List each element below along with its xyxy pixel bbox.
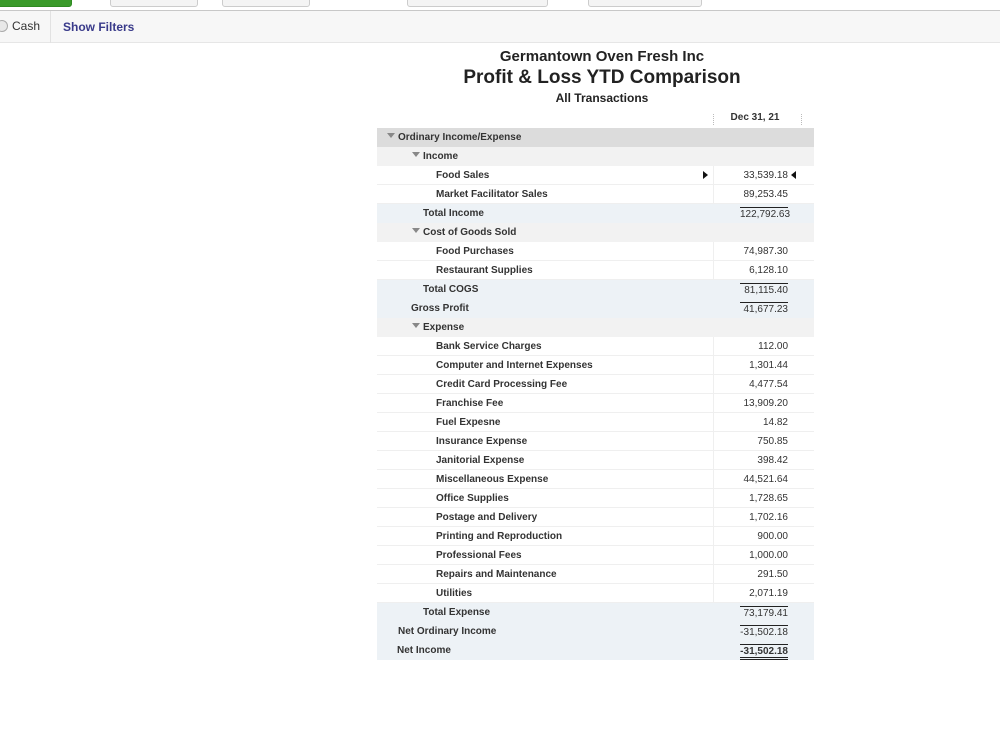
- column-separator: [713, 470, 714, 489]
- column-separator: [713, 489, 714, 508]
- row-amount[interactable]: 112.00: [758, 341, 788, 352]
- row-label: Postage and Delivery: [436, 512, 538, 523]
- report-row[interactable]: [377, 565, 814, 584]
- report-row[interactable]: [377, 413, 814, 432]
- group-row[interactable]: [377, 147, 814, 166]
- row-amount[interactable]: 750.85: [757, 436, 788, 447]
- date-to-field[interactable]: [588, 0, 702, 7]
- row-amount[interactable]: 291.50: [757, 569, 788, 580]
- column-resize-handle[interactable]: [801, 114, 802, 125]
- collapse-triangle-icon[interactable]: [412, 228, 420, 233]
- show-filters-link[interactable]: Show Filters: [63, 20, 135, 34]
- row-amount[interactable]: 44,521.64: [743, 474, 788, 485]
- row-amount[interactable]: 14.82: [762, 417, 788, 428]
- column-separator: [713, 375, 714, 394]
- cash-radio[interactable]: [0, 20, 8, 32]
- column-separator: [713, 394, 714, 413]
- column-separator: [713, 565, 714, 584]
- row-label: Total Expense: [423, 607, 491, 618]
- row-label: Fuel Expesne: [436, 417, 501, 428]
- report-row[interactable]: [377, 394, 814, 413]
- column-separator: [713, 356, 714, 375]
- column-separator: [713, 432, 714, 451]
- row-label: Net Ordinary Income: [398, 626, 497, 637]
- selection-marker-right-icon: [703, 171, 708, 179]
- row-amount[interactable]: -31,502.18: [740, 627, 788, 638]
- report-row[interactable]: [377, 432, 814, 451]
- column-separator: [713, 261, 714, 280]
- row-label: Ordinary Income/Expense: [398, 132, 522, 143]
- total-row[interactable]: [377, 641, 814, 660]
- report-row[interactable]: [377, 527, 814, 546]
- section-row[interactable]: [377, 128, 814, 147]
- row-label: Printing and Reproduction: [436, 531, 563, 542]
- row-amount[interactable]: 33,539.18: [743, 170, 788, 181]
- row-label: Miscellaneous Expense: [436, 474, 549, 485]
- row-amount[interactable]: 89,253.45: [743, 189, 788, 200]
- row-amount[interactable]: 81,115.40: [740, 283, 788, 296]
- report-basis: All Transactions: [555, 91, 649, 105]
- column-separator: [713, 584, 714, 603]
- column-separator: [713, 185, 714, 204]
- total-row[interactable]: [377, 622, 814, 641]
- row-label: Janitorial Expense: [436, 455, 525, 466]
- group-row[interactable]: [377, 223, 814, 242]
- row-label: Total COGS: [423, 284, 479, 295]
- column-separator: [713, 508, 714, 527]
- group-row[interactable]: [377, 318, 814, 337]
- column-header-date[interactable]: Dec 31, 21: [730, 112, 780, 123]
- report-row[interactable]: [377, 337, 814, 356]
- row-amount[interactable]: -31,502.18: [740, 644, 788, 660]
- row-label: Computer and Internet Expenses: [436, 360, 593, 371]
- report-row[interactable]: [377, 584, 814, 603]
- report-row[interactable]: [377, 185, 814, 204]
- row-label: Insurance Expense: [436, 436, 528, 447]
- row-label: Market Facilitator Sales: [436, 189, 548, 200]
- report-row[interactable]: [377, 470, 814, 489]
- row-label: Restaurant Supplies: [436, 265, 533, 276]
- selection-marker-left-icon: [791, 171, 796, 179]
- company-name: Germantown Oven Fresh Inc: [499, 48, 705, 65]
- collapse-triangle-icon[interactable]: [412, 323, 420, 328]
- row-label: Office Supplies: [436, 493, 509, 504]
- column-separator: [713, 546, 714, 565]
- row-label: Total Income: [423, 208, 484, 219]
- row-label: Gross Profit: [411, 303, 469, 314]
- total-row[interactable]: [377, 280, 814, 299]
- row-amount[interactable]: 398.42: [757, 455, 788, 466]
- cash-label: Cash: [12, 19, 41, 33]
- row-label: Food Sales: [436, 170, 490, 181]
- report-row[interactable]: [377, 261, 814, 280]
- report-row[interactable]: [377, 546, 814, 565]
- row-amount[interactable]: 2,071.19: [749, 588, 788, 599]
- column-separator: [713, 166, 714, 185]
- row-label: Utilities: [436, 588, 473, 599]
- column-separator: [713, 337, 714, 356]
- column-separator: [713, 413, 714, 432]
- row-amount[interactable]: 122,792.63: [740, 209, 791, 220]
- toolbar-button[interactable]: [110, 0, 198, 7]
- report-row[interactable]: [377, 242, 814, 261]
- total-row[interactable]: [377, 204, 814, 223]
- row-amount[interactable]: 900.00: [757, 531, 788, 542]
- row-label: Expense: [423, 322, 465, 333]
- row-label: Income: [423, 151, 459, 162]
- row-amount[interactable]: 1,728.65: [749, 493, 788, 504]
- row-label: Repairs and Maintenance: [436, 569, 557, 580]
- report-row[interactable]: [377, 508, 814, 527]
- collapse-triangle-icon[interactable]: [412, 152, 420, 157]
- row-label: Net Income: [397, 645, 451, 656]
- column-separator: [713, 527, 714, 546]
- row-amount[interactable]: 73,179.41: [740, 606, 788, 619]
- report-row[interactable]: [377, 375, 814, 394]
- date-from-field[interactable]: [407, 0, 548, 7]
- divider: [50, 11, 51, 43]
- toolbar: [0, 0, 1000, 11]
- report-row[interactable]: [377, 489, 814, 508]
- report-row[interactable]: [377, 356, 814, 375]
- row-label: Food Purchases: [436, 246, 514, 257]
- total-row[interactable]: [377, 603, 814, 622]
- row-amount[interactable]: 74,987.30: [743, 246, 788, 257]
- report-table: [377, 109, 814, 660]
- report-title: Profit & Loss YTD Comparison: [463, 67, 741, 88]
- row-amount[interactable]: 4,477.54: [749, 379, 788, 390]
- column-separator: [713, 242, 714, 261]
- collapse-triangle-icon[interactable]: [387, 133, 395, 138]
- toolbar-primary-button[interactable]: [0, 0, 72, 7]
- total-row[interactable]: [377, 299, 814, 318]
- column-header: [377, 109, 814, 128]
- row-label: Franchise Fee: [436, 398, 504, 409]
- row-label: Professional Fees: [436, 550, 522, 561]
- toolbar-button[interactable]: [222, 0, 310, 7]
- row-amount[interactable]: 1,702.16: [749, 512, 788, 523]
- row-amount[interactable]: 13,909.20: [743, 398, 788, 409]
- row-label: Cost of Goods Sold: [423, 227, 517, 238]
- report-row[interactable]: [377, 166, 814, 185]
- column-separator: [713, 451, 714, 470]
- row-amount[interactable]: 41,677.23: [740, 302, 788, 315]
- row-label: Credit Card Processing Fee: [436, 379, 568, 390]
- row-amount[interactable]: 1,301.44: [749, 360, 788, 371]
- row-amount[interactable]: 6,128.10: [749, 265, 788, 276]
- row-amount[interactable]: 1,000.00: [749, 550, 788, 561]
- row-label: Bank Service Charges: [436, 341, 542, 352]
- filter-bar: [0, 11, 1000, 43]
- report-row[interactable]: [377, 451, 814, 470]
